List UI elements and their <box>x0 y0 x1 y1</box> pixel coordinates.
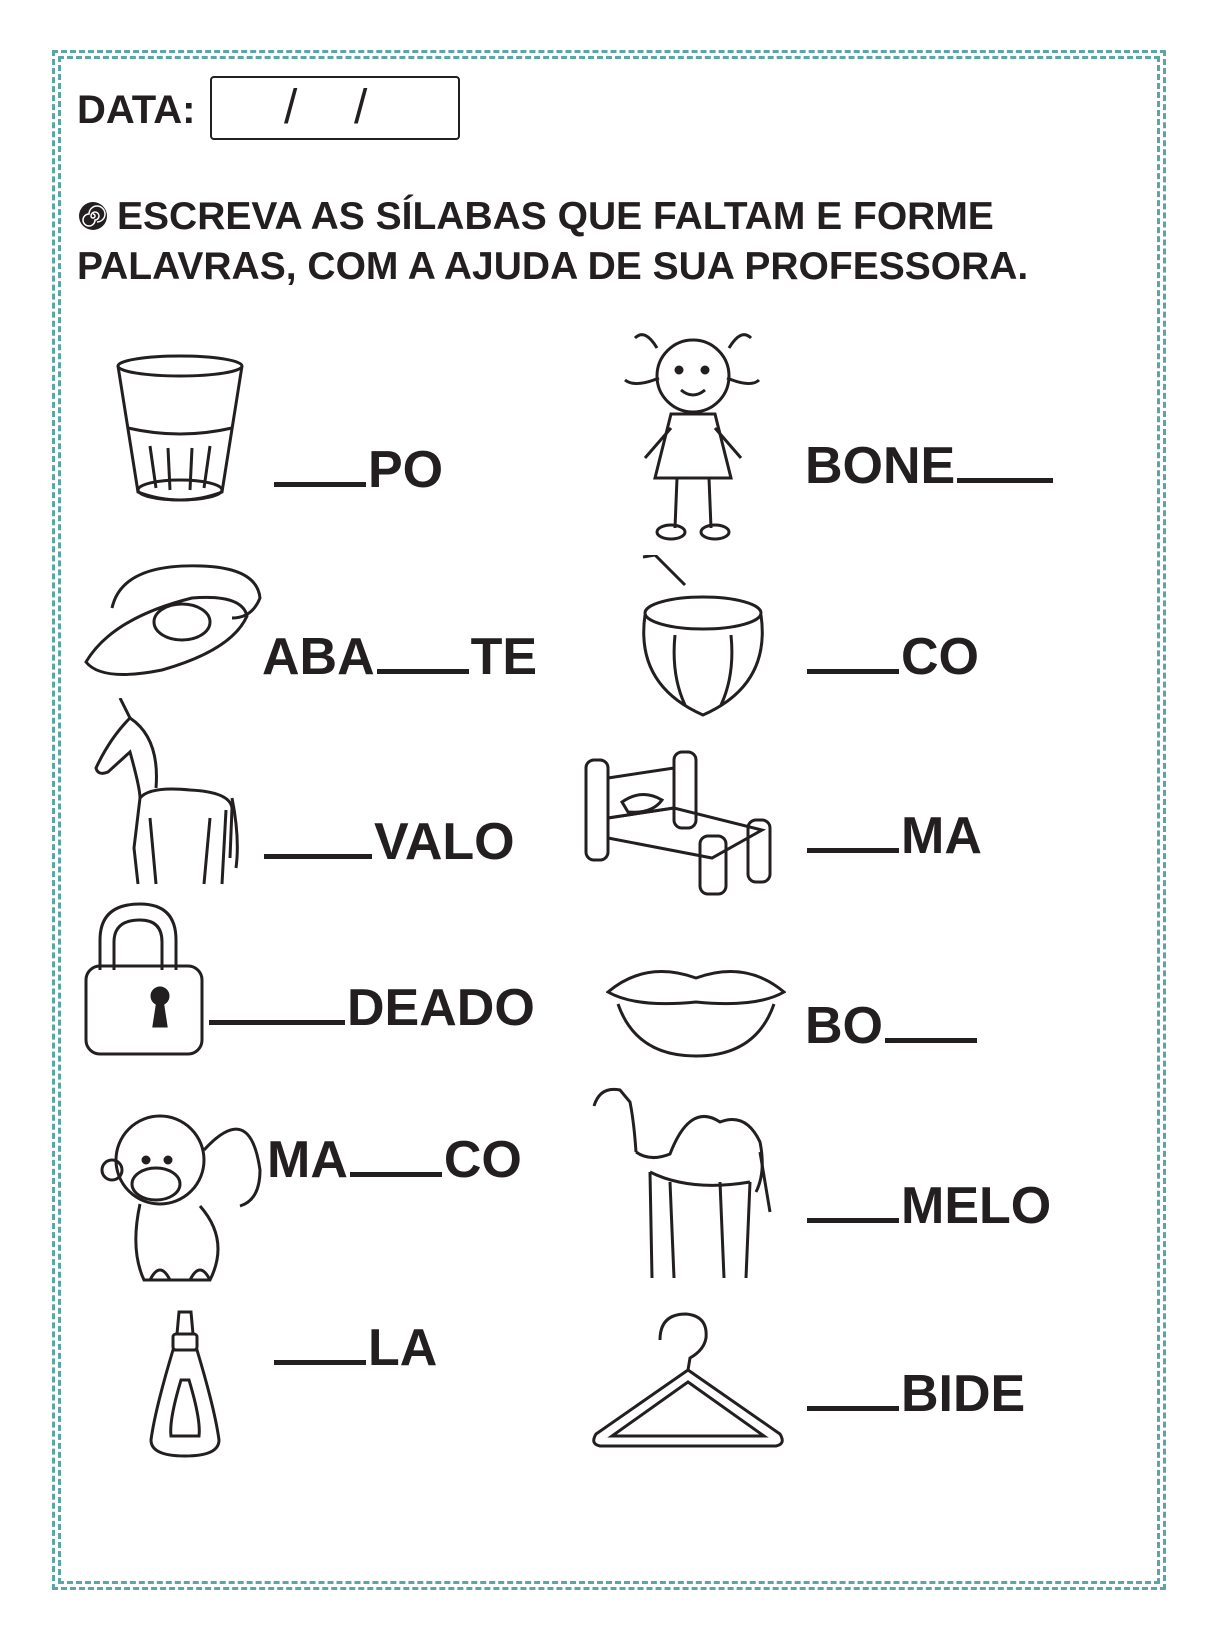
word-item-4[interactable]: CO <box>805 627 979 687</box>
word-item-3[interactable]: ABA TE <box>262 628 538 686</box>
blank[interactable] <box>274 1324 366 1365</box>
bed-icon <box>582 748 777 898</box>
date-field[interactable] <box>210 76 460 140</box>
word-item-6[interactable]: MA <box>805 806 982 866</box>
blank[interactable] <box>807 1370 899 1411</box>
blank[interactable] <box>957 442 1053 483</box>
word-item-12[interactable]: BIDE <box>805 1364 1025 1424</box>
horse-icon <box>90 698 240 888</box>
word-item-2[interactable]: BONE <box>805 436 1055 496</box>
word-item-8[interactable]: BO <box>805 996 979 1056</box>
doll-icon <box>615 318 765 548</box>
avocado-icon <box>82 558 267 683</box>
date-slash-1: / <box>284 81 298 134</box>
word-item-10[interactable]: MELO <box>805 1176 1051 1236</box>
word-item-7[interactable]: DEADO <box>207 978 535 1038</box>
blank[interactable] <box>885 1002 977 1043</box>
word-item-1[interactable]: PO <box>272 440 443 500</box>
blank[interactable] <box>807 633 899 674</box>
instruction-line-2: PALAVRAS, COM A AJUDA DE SUA PROFESSORA. <box>77 245 1029 288</box>
lips-icon <box>606 960 786 1060</box>
blank[interactable] <box>807 1182 899 1223</box>
camel-icon <box>590 1082 780 1282</box>
glass-icon <box>110 350 250 510</box>
blank[interactable] <box>350 1136 442 1177</box>
date-label: DATA: <box>77 88 196 132</box>
hanger-icon <box>588 1310 788 1455</box>
coconut-icon <box>635 555 770 720</box>
glue-icon <box>145 1310 225 1460</box>
word-item-9[interactable]: MA CO <box>267 1131 522 1189</box>
monkey-icon <box>100 1110 265 1290</box>
word-item-5[interactable]: VALO <box>262 812 515 872</box>
blank[interactable] <box>377 633 469 674</box>
blank[interactable] <box>807 812 899 853</box>
spiral-bullet-icon <box>77 200 109 232</box>
blank[interactable] <box>264 818 372 859</box>
blank[interactable] <box>209 984 345 1025</box>
word-item-11[interactable]: LA <box>272 1318 437 1378</box>
instruction <box>77 192 1157 292</box>
blank[interactable] <box>274 446 366 487</box>
instruction-line-1: ESCREVA AS SÍLABAS QUE FALTAM E FORME <box>117 195 994 238</box>
padlock-icon <box>80 900 210 1060</box>
date-slash-2: / <box>354 81 368 134</box>
